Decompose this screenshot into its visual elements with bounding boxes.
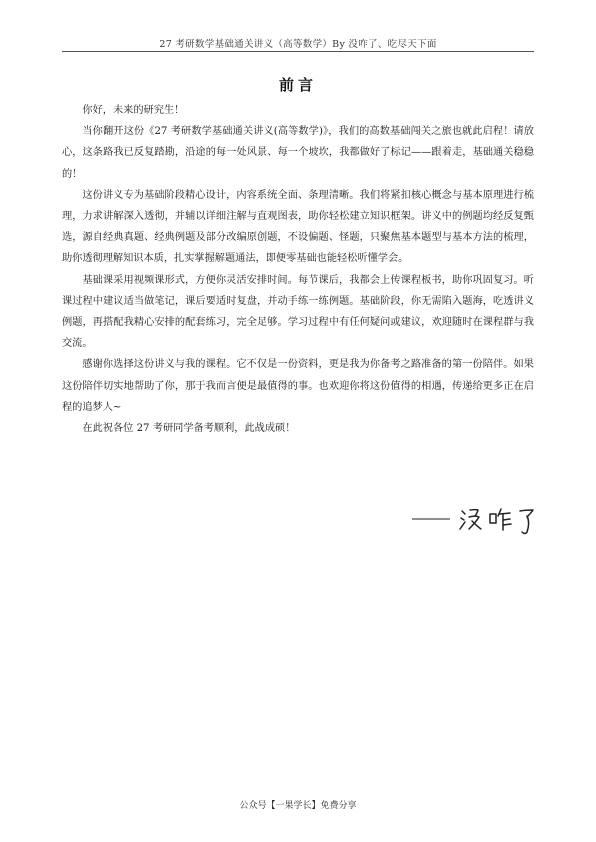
intro-paragraph: 当你翻开这份《27 考研数学基础通关讲义(高等数学)》，我们的高数基础闯关之旅也就此启程！请放心，这条路我已反复踏勘，沿途的每一处风景、每一个坡坎，我都做好了标记——跟着走，基础通关稳稳的！ <box>62 126 534 180</box>
preface-body <box>62 100 534 439</box>
thanks-paragraph: 感谢你选择这份讲义与我的课程。它不仅是一份资料，更是我为你备考之路准备的第一份陪伴。如果这份陪伴切实地帮助了你，那于我而言便是最值得的事。也欢迎你将这份值得的相遇，传递给更多正在启程的追梦人~ <box>62 359 534 413</box>
author-signature <box>410 505 560 539</box>
footer-note: 公众号【一果学长】免费分享 <box>239 801 357 811</box>
handwritten-signature-icon <box>410 505 560 539</box>
page-title: 前言 <box>278 76 317 94</box>
header-divider <box>62 51 534 52</box>
greeting-paragraph: 你好，未来的研究生！ <box>82 105 185 116</box>
wishes-paragraph: 在此祝各位 27 考研同学备考顺利，此战成硕！ <box>82 423 296 435</box>
running-header: 27 考研数学基础通关讲义（高等数学）By 没咋了、吃尽天下面 <box>159 39 437 50</box>
course-paragraph: 基础课采用视频课形式，方便你灵活安排时间。每节课后，我都会上传课程板书，助你巩固复习。听课过程中建议适当做笔记，课后要适时复盘，并动手练一练例题。基础阶段，你无需陷入题海，吃透讲义例题，再搭配我精心安排的配套练习，完全足够。学习过程中有任何疑问或建议，欢迎随时在课程群与我交流。 <box>62 274 534 350</box>
content-paragraph: 这份讲义专为基础阶段精心设计，内容系统全面、条理清晰。我们将紧扣核心概念与基本原理进行梳理，力求讲解深入透彻，并辅以详细注解与直观图表，助你轻松建立知识框架。讲义中的例题均经反复甄选，源自经典真题、经典例题及部分改编原创题，不设偏题、怪题，只聚焦基本题型与基本方法的梳理，助你透彻理解知识本质，扎实掌握解题通法，即便零基础也能轻松听懂学会。 <box>62 189 534 265</box>
